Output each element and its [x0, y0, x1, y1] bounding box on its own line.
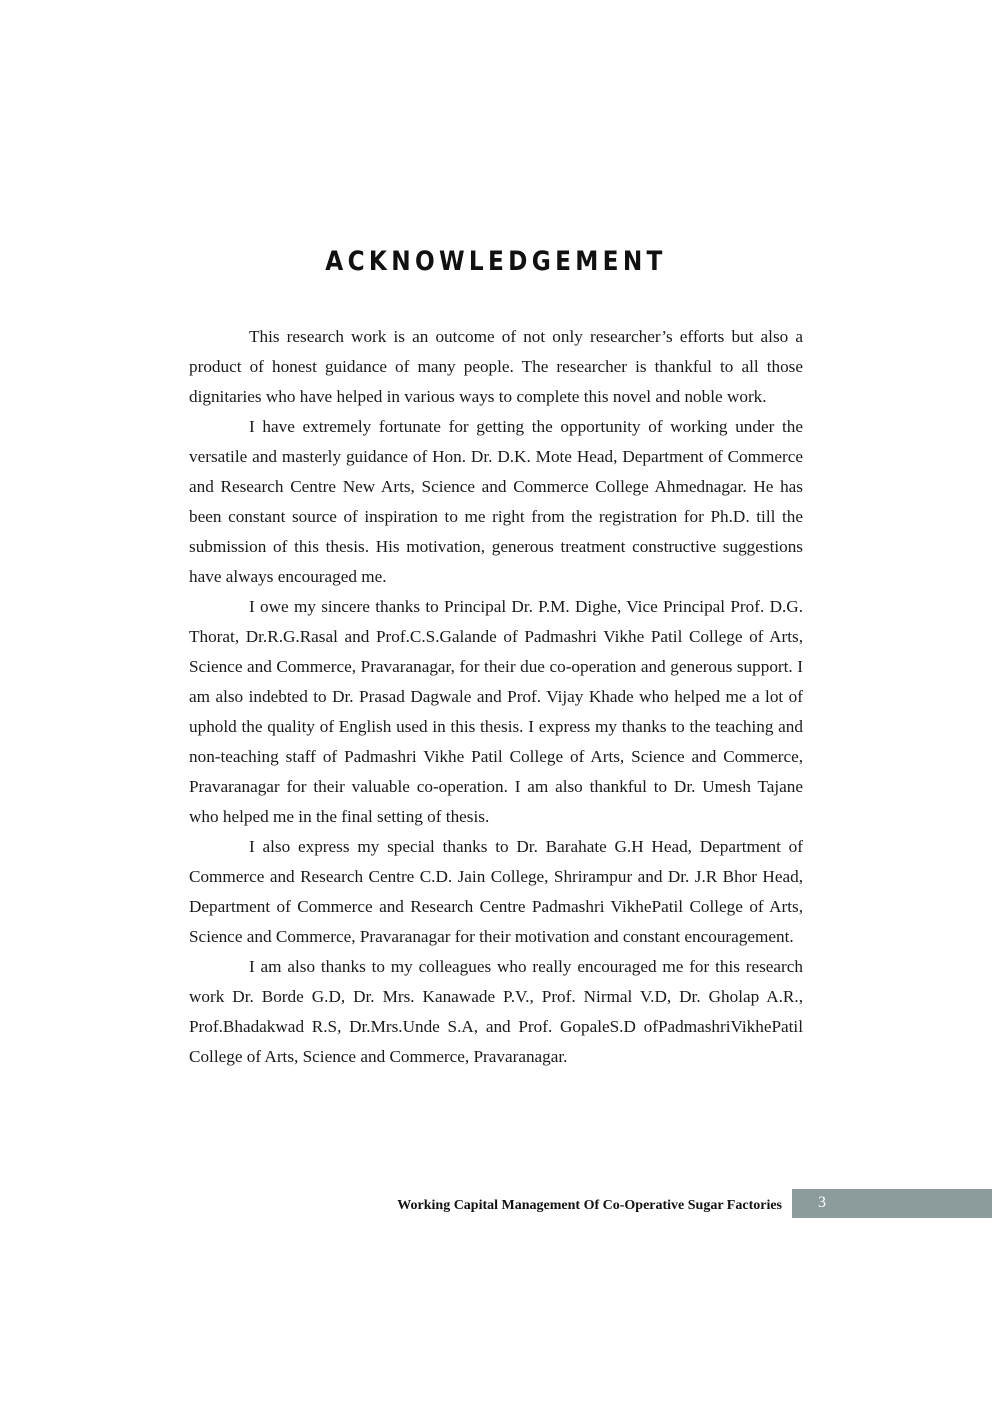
- page-number-band: [792, 1189, 992, 1218]
- paragraph: I am also thanks to my colleagues who really encouraged me for this research work Dr. Borde G.D, Dr. Mrs. Kanawade P.V., Prof. Nirmal V.D, Dr. Gholap A.R., Prof.Bhadakwad R.S, Dr.Mrs.Unde S.A, and Prof. GopaleS.D ofPadmashriVikhePatil College of Arts, Science and Commerce, Pravaranagar.: [189, 957, 803, 1066]
- paragraph: I have extremely fortunate for getting the opportunity of working under the versatile and masterly guidance of Hon. Dr. D.K. Mote Head, Department of Commerce and Research Centre New Arts, Science and Commerce College Ahmednagar. He has been constant source of inspiration to me right from the registration for Ph.D. till the submission of this thesis. His motivation, generous treatment constructive suggestions have always encouraged me.: [189, 417, 803, 586]
- acknowledgement-body: [189, 322, 803, 1072]
- page-title: ACKNOWLEDGEMENT: [325, 246, 667, 277]
- paragraph: I owe my sincere thanks to Principal Dr. P.M. Dighe, Vice Principal Prof. D.G. Thorat, Dr.R.G.Rasal and Prof.C.S.Galande of Padmashri Vikhe Patil College of Arts, Science and Commerce, Pravaranagar, for their due co-operation and generous support. I am also indebted to Dr. Prasad Dagwale and Prof. Vijay Khade who helped me a lot of uphold the quality of English used in this thesis. I express my thanks to the teaching and non-teaching staff of Padmashri Vikhe Patil College of Arts, Science and Commerce, Pravaranagar for their valuable co-operation. I am also thankful to Dr. Umesh Tajane who helped me in the final setting of thesis.: [189, 597, 803, 826]
- paragraph: This research work is an outcome of not only researcher’s efforts but also a product of honest guidance of many people. The researcher is thankful to all those dignitaries who have helped in various ways to complete this novel and noble work.: [189, 327, 803, 406]
- paragraph: I also express my special thanks to Dr. Barahate G.H Head, Department of Commerce and Research Centre C.D. Jain College, Shrirampur and Dr. J.R Bhor Head, Department of Commerce and Research Centre Padmashri VikhePatil College of Arts, Science and Commerce, Pravaranagar for their motivation and constant encouragement.: [189, 837, 803, 946]
- running-footer-title: Working Capital Management Of Co-Operative Sugar Factories: [397, 1198, 782, 1213]
- page-number: 3: [818, 1194, 826, 1211]
